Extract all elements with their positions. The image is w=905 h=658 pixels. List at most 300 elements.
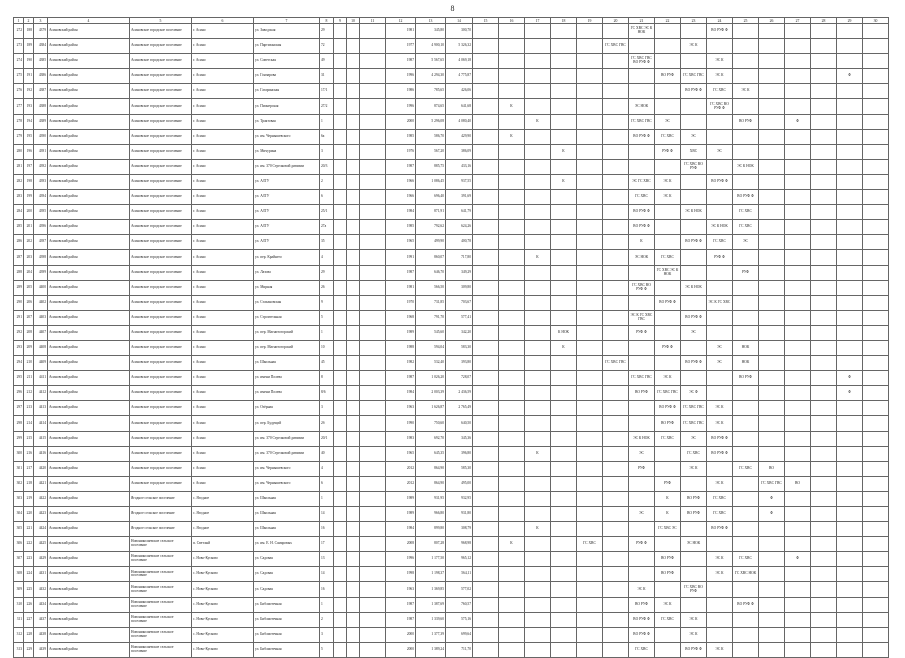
table-cell	[334, 39, 347, 54]
register-table	[13, 17, 889, 658]
table-cell	[837, 431, 863, 446]
table-cell: 4421	[34, 476, 48, 491]
table-cell	[525, 567, 551, 582]
table-cell	[837, 54, 863, 69]
table-cell	[347, 597, 360, 612]
table-cell	[863, 401, 889, 416]
table-cell	[811, 54, 837, 69]
table-cell: 291	[14, 310, 24, 325]
table-cell	[525, 280, 551, 295]
table-cell	[525, 386, 551, 401]
table-cell: Асиновское городское поселение	[130, 54, 192, 69]
table-cell	[785, 280, 811, 295]
table-cell	[811, 235, 837, 250]
table-cell: г. Асино	[192, 325, 254, 340]
table-cell: 4389	[34, 114, 48, 129]
table-cell: 4429	[34, 552, 48, 567]
table-cell	[655, 461, 681, 476]
table-cell: 17/1	[320, 84, 334, 99]
table-cell: 594,04	[416, 340, 446, 355]
table-cell: 564,11	[446, 567, 473, 582]
table-cell: 4431	[34, 567, 48, 582]
table-cell	[759, 205, 785, 220]
table-cell: 2000	[386, 114, 416, 129]
table-cell	[785, 582, 811, 597]
table-cell: 728,07	[446, 371, 473, 386]
table-cell: 297	[14, 401, 24, 416]
table-cell	[759, 386, 785, 401]
table-cell	[785, 431, 811, 446]
table-cell	[334, 537, 347, 552]
table-cell: 4390	[34, 129, 48, 144]
table-cell: 8/6	[320, 386, 334, 401]
table-cell: ВО РУФ Ф	[707, 522, 733, 537]
table-cell: Асиновский район	[48, 295, 130, 310]
table-cell	[577, 416, 603, 431]
table-cell: Новониколаевское сельское поселение	[130, 552, 192, 567]
table-cell	[759, 552, 785, 567]
table-cell	[785, 250, 811, 265]
table-cell: ВО РУФ Ф	[707, 174, 733, 189]
table-cell	[603, 205, 629, 220]
table-cell: 396,80	[446, 446, 473, 461]
table-cell: 4413	[34, 401, 48, 416]
table-cell	[551, 235, 577, 250]
table-cell: 225	[24, 582, 34, 597]
table-cell: ЭС К	[681, 612, 707, 627]
table-cell	[811, 24, 837, 39]
table-cell: 864,90	[416, 476, 446, 491]
table-cell	[525, 552, 551, 567]
table-cell: НОК	[733, 356, 759, 371]
table-cell: 288	[14, 265, 24, 280]
table-cell: с. Ново-Кусково	[192, 642, 254, 657]
table-cell	[759, 54, 785, 69]
table-cell	[473, 280, 499, 295]
register-body	[14, 18, 889, 658]
table-cell	[551, 159, 577, 174]
table-cell	[577, 235, 603, 250]
table-cell: 286	[14, 235, 24, 250]
table-cell	[347, 431, 360, 446]
table-cell: 29	[320, 265, 334, 280]
table-row	[14, 54, 889, 69]
table-cell	[785, 220, 811, 235]
table-cell: ул. Гагаринская	[254, 84, 320, 99]
table-cell: 1996	[386, 69, 416, 84]
table-cell	[499, 552, 525, 567]
table-cell: 201	[24, 220, 34, 235]
table-cell: 282	[14, 174, 24, 189]
table-cell	[785, 69, 811, 84]
column-number: 6	[192, 18, 254, 24]
table-cell	[499, 220, 525, 235]
table-cell	[785, 522, 811, 537]
table-cell: 1989	[386, 325, 416, 340]
table-cell	[629, 356, 655, 371]
table-cell: Асиновский район	[48, 69, 130, 84]
table-cell	[334, 280, 347, 295]
table-cell: 1984	[386, 522, 416, 537]
table-cell: 4416	[34, 446, 48, 461]
table-cell	[525, 54, 551, 69]
table-cell	[551, 265, 577, 280]
table-cell	[759, 612, 785, 627]
table-cell: Асиновский район	[48, 386, 130, 401]
table-row	[14, 39, 889, 54]
table-cell	[347, 205, 360, 220]
table-cell	[577, 446, 603, 461]
table-cell	[655, 220, 681, 235]
table-cell: 1 389,24	[416, 642, 446, 657]
table-cell: ул. пер. Магнитогорский	[254, 340, 320, 355]
table-cell	[499, 446, 525, 461]
table-cell	[785, 84, 811, 99]
table-cell: 400,78	[446, 235, 473, 250]
table-cell	[681, 174, 707, 189]
table-cell	[837, 401, 863, 416]
table-cell: 303	[14, 491, 24, 506]
table-cell	[347, 265, 360, 280]
table-cell	[863, 99, 889, 114]
table-cell: ЭС	[655, 114, 681, 129]
table-cell: г. Асино	[192, 416, 254, 431]
table-cell	[759, 190, 785, 205]
table-cell: 931,95	[416, 491, 446, 506]
column-number: 5	[130, 18, 192, 24]
table-cell: 2012	[386, 476, 416, 491]
table-cell: ул. Партизанская	[254, 39, 320, 54]
table-cell: 860,07	[416, 250, 446, 265]
table-cell: Ф	[837, 371, 863, 386]
table-cell: 274	[14, 54, 24, 69]
table-cell	[681, 250, 707, 265]
table-cell: 16	[320, 582, 334, 597]
table-cell: 1	[320, 114, 334, 129]
table-cell	[473, 552, 499, 567]
table-cell: Асиновский район	[48, 522, 130, 537]
table-cell: 1989	[386, 507, 416, 522]
table-cell	[785, 507, 811, 522]
table-cell: 292	[14, 325, 24, 340]
table-cell: 792,62	[416, 220, 446, 235]
table-cell: К	[525, 522, 551, 537]
table-cell: 4411	[34, 371, 48, 386]
table-cell	[360, 507, 386, 522]
table-cell	[551, 99, 577, 114]
table-cell: 14	[320, 567, 334, 582]
table-cell	[577, 69, 603, 84]
table-cell	[525, 507, 551, 522]
table-cell: 1 377,39	[416, 627, 446, 642]
table-cell: 1 387,69	[416, 597, 446, 612]
table-cell	[629, 340, 655, 355]
table-cell	[360, 54, 386, 69]
table-cell: 1977	[386, 39, 416, 54]
table-cell	[759, 114, 785, 129]
table-cell: 1987	[386, 612, 416, 627]
table-cell: ГС ХВС ГВС	[681, 69, 707, 84]
table-cell	[473, 612, 499, 627]
table-cell: 4391	[34, 144, 48, 159]
table-cell	[863, 356, 889, 371]
table-cell	[863, 612, 889, 627]
table-cell	[811, 310, 837, 325]
table-cell	[577, 99, 603, 114]
table-cell: г. Асино	[192, 356, 254, 371]
table-cell: Асиновский район	[48, 416, 130, 431]
table-cell	[863, 371, 889, 386]
table-cell	[655, 280, 681, 295]
column-number: 28	[811, 18, 837, 24]
table-cell: РУФ Ф	[629, 537, 655, 552]
table-cell	[577, 265, 603, 280]
table-cell	[655, 54, 681, 69]
table-cell	[603, 54, 629, 69]
table-cell	[837, 220, 863, 235]
table-cell	[733, 491, 759, 506]
table-cell: ВО РУФ	[733, 371, 759, 386]
table-cell: 208	[24, 325, 34, 340]
table-cell: 699,64	[446, 627, 473, 642]
table-cell: с. Ново-Кусково	[192, 567, 254, 582]
table-cell	[785, 265, 811, 280]
table-cell: 1987	[386, 265, 416, 280]
table-cell: Асиновское городское поселение	[130, 235, 192, 250]
table-cell	[603, 522, 629, 537]
table-cell	[551, 24, 577, 39]
table-cell	[334, 114, 347, 129]
table-cell	[577, 205, 603, 220]
table-cell: г. Асино	[192, 431, 254, 446]
table-cell: 275	[14, 69, 24, 84]
table-cell: ул. Заводская	[254, 24, 320, 39]
table-cell: Асиновское городское поселение	[130, 280, 192, 295]
table-cell	[603, 537, 629, 552]
table-cell	[733, 129, 759, 144]
table-cell: 871,91	[416, 205, 446, 220]
table-cell	[681, 597, 707, 612]
table-row	[14, 174, 889, 189]
table-cell	[347, 416, 360, 431]
table-cell: 711,70	[446, 642, 473, 657]
table-cell	[603, 310, 629, 325]
table-cell	[334, 446, 347, 461]
table-cell: с. Ново-Кусково	[192, 627, 254, 642]
table-cell	[473, 642, 499, 657]
table-cell	[837, 522, 863, 537]
table-cell: ГС ХВС	[733, 220, 759, 235]
table-cell: Асиновское городское поселение	[130, 431, 192, 446]
table-cell	[785, 537, 811, 552]
table-cell: ул. Библиотечная	[254, 642, 320, 657]
table-cell: 5 326,32	[446, 39, 473, 54]
table-cell: ЭС К	[707, 476, 733, 491]
table-cell	[863, 295, 889, 310]
table-cell: К	[551, 144, 577, 159]
table-cell: Асиновский район	[48, 371, 130, 386]
table-cell: Асиновский район	[48, 99, 130, 114]
table-cell: 641,79	[446, 205, 473, 220]
table-cell: 211	[24, 371, 34, 386]
table-cell	[347, 552, 360, 567]
table-cell	[473, 627, 499, 642]
page-number: 8	[450, 4, 455, 13]
table-cell: ГС ХВС ГВС	[603, 39, 629, 54]
table-cell	[837, 265, 863, 280]
table-cell: 222	[24, 537, 34, 552]
table-cell: ВО РУФ	[629, 597, 655, 612]
table-cell: 4385	[34, 54, 48, 69]
table-cell	[837, 84, 863, 99]
table-cell	[863, 159, 889, 174]
table-cell	[811, 159, 837, 174]
table-cell: Асиновское городское поселение	[130, 371, 192, 386]
table-cell	[360, 99, 386, 114]
table-cell	[334, 144, 347, 159]
table-cell: 298	[14, 416, 24, 431]
table-cell	[334, 491, 347, 506]
table-cell	[759, 371, 785, 386]
table-cell	[811, 416, 837, 431]
table-cell	[785, 642, 811, 657]
table-cell: ЭС К	[681, 461, 707, 476]
table-cell: г. Асино	[192, 174, 254, 189]
table-cell	[863, 265, 889, 280]
table-cell: Асиновское городское поселение	[130, 69, 192, 84]
table-cell: Асиновский район	[48, 265, 130, 280]
table-cell	[499, 310, 525, 325]
table-cell	[525, 174, 551, 189]
table-cell: Ягодное сельское поселение	[130, 522, 192, 537]
table-cell	[785, 325, 811, 340]
table-cell	[603, 235, 629, 250]
table-cell: Новониколаевское сельское поселение	[130, 537, 192, 552]
table-cell	[473, 39, 499, 54]
table-cell: 293	[14, 340, 24, 355]
table-cell	[499, 612, 525, 627]
table-cell	[334, 99, 347, 114]
table-cell	[473, 401, 499, 416]
table-cell	[577, 144, 603, 159]
table-cell	[603, 280, 629, 295]
table-cell	[347, 401, 360, 416]
table-cell: 567,20	[416, 144, 446, 159]
table-cell	[681, 371, 707, 386]
table-cell: 345,36	[446, 431, 473, 446]
table-cell	[551, 582, 577, 597]
table-cell: Асиновский район	[48, 190, 130, 205]
table-cell: 937,55	[446, 174, 473, 189]
table-cell	[707, 159, 733, 174]
table-cell	[525, 340, 551, 355]
table-cell	[837, 205, 863, 220]
table-cell	[347, 235, 360, 250]
table-cell	[334, 416, 347, 431]
table-cell	[360, 416, 386, 431]
table-cell: 1984	[386, 386, 416, 401]
table-cell	[525, 159, 551, 174]
table-cell	[863, 235, 889, 250]
table-cell: ул. Школьная	[254, 491, 320, 506]
table-row	[14, 386, 889, 401]
table-cell	[551, 476, 577, 491]
table-cell	[334, 431, 347, 446]
table-cell: ЭС К НОК	[707, 220, 733, 235]
table-cell: Ф	[837, 69, 863, 84]
table-cell: 299	[14, 431, 24, 446]
table-cell	[551, 416, 577, 431]
table-cell	[733, 522, 759, 537]
table-cell: 624,26	[446, 220, 473, 235]
table-cell	[603, 491, 629, 506]
table-cell: 577,02	[446, 582, 473, 597]
table-cell: Асиновский район	[48, 597, 130, 612]
table-cell: ЭС	[707, 356, 733, 371]
table-cell: 296	[14, 386, 24, 401]
table-cell	[837, 461, 863, 476]
table-cell	[551, 39, 577, 54]
table-cell: ВО РУФ Ф	[733, 190, 759, 205]
table-cell: 4398	[34, 250, 48, 265]
table-cell	[577, 552, 603, 567]
table-cell	[785, 446, 811, 461]
table-cell: ул. Библиотечная	[254, 627, 320, 642]
table-cell	[629, 567, 655, 582]
table-cell: ул. Лазова	[254, 265, 320, 280]
table-cell	[837, 597, 863, 612]
table-cell	[347, 642, 360, 657]
table-cell: ул. им. Чернышевского	[254, 461, 320, 476]
table-cell: 4394	[34, 190, 48, 205]
table-cell	[347, 190, 360, 205]
table-cell: Асиновский район	[48, 24, 130, 39]
table-row	[14, 295, 889, 310]
table-row	[14, 84, 889, 99]
table-cell	[603, 265, 629, 280]
table-cell	[334, 84, 347, 99]
table-cell	[551, 597, 577, 612]
table-cell: 4422	[34, 491, 48, 506]
column-number: 8	[320, 18, 334, 24]
table-cell: 3	[320, 627, 334, 642]
table-cell: 1987	[386, 159, 416, 174]
table-cell	[334, 159, 347, 174]
table-cell: Асиновское городское поселение	[130, 295, 192, 310]
table-cell	[603, 597, 629, 612]
table-cell	[863, 144, 889, 159]
table-cell	[577, 582, 603, 597]
table-cell	[863, 446, 889, 461]
table-cell	[733, 99, 759, 114]
table-cell: ЭС	[629, 446, 655, 461]
table-cell: 586,70	[416, 129, 446, 144]
table-cell: ул. АЗТУ	[254, 235, 320, 250]
table-cell: 931,80	[446, 507, 473, 522]
table-cell: 26	[320, 280, 334, 295]
table-cell	[655, 325, 681, 340]
table-cell: 1 086,45	[416, 174, 446, 189]
table-cell: Новониколаевское сельское поселение	[130, 567, 192, 582]
table-cell	[473, 310, 499, 325]
table-cell	[707, 627, 733, 642]
table-cell: ГС ХВС	[629, 642, 655, 657]
table-cell	[551, 84, 577, 99]
table-cell: 4387	[34, 84, 48, 99]
table-cell: 4397	[34, 235, 48, 250]
table-cell: 205	[24, 280, 34, 295]
table-cell: 290	[14, 295, 24, 310]
